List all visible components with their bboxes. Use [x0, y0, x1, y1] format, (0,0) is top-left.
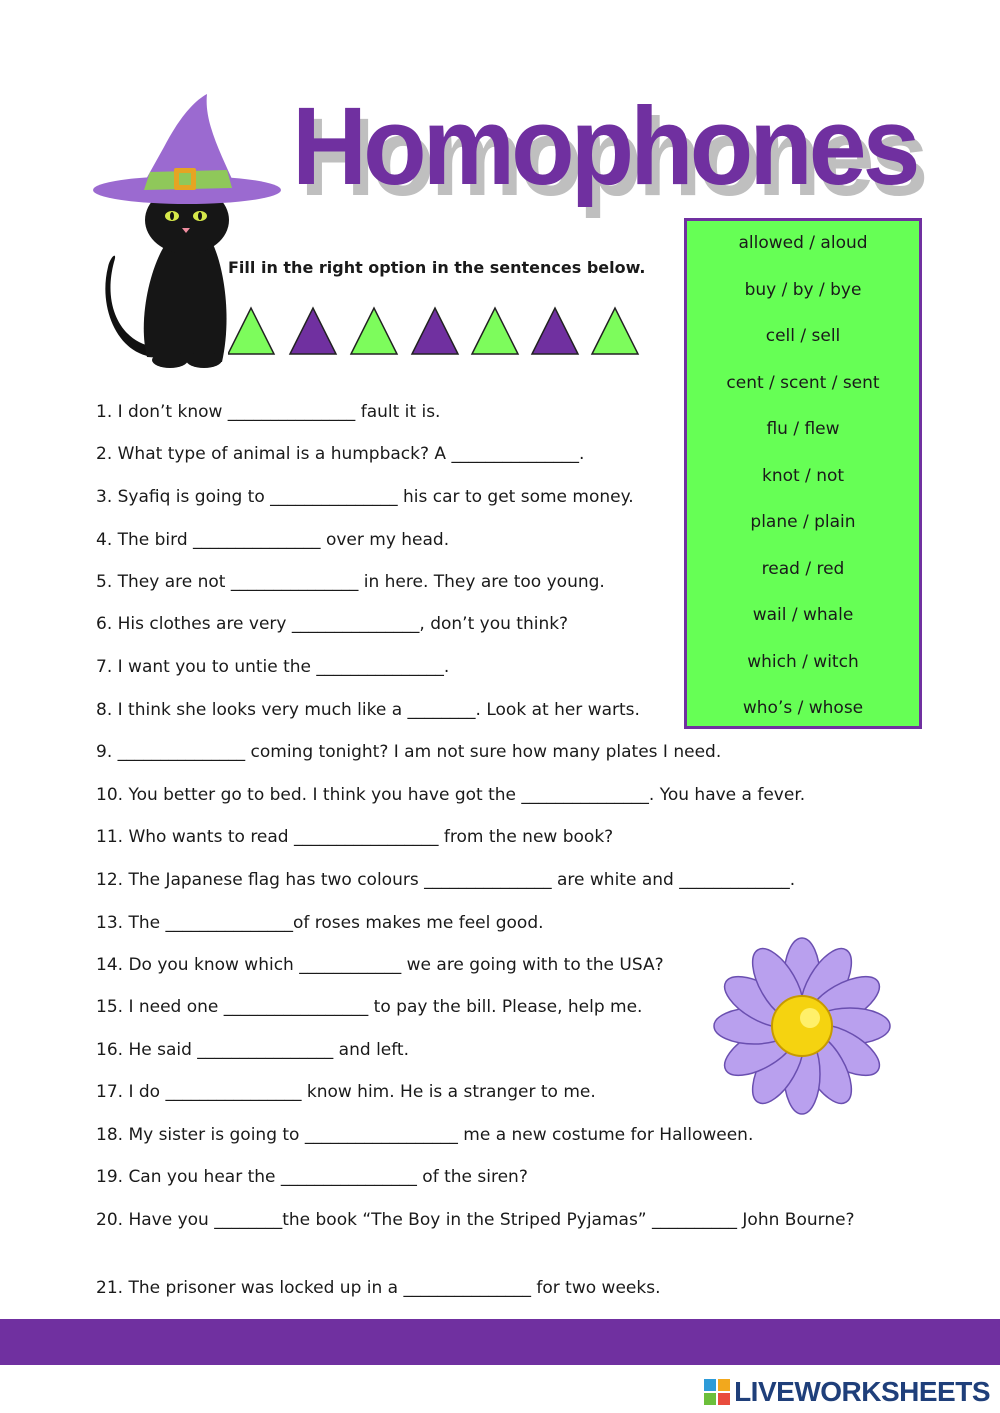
question-18: 18. My sister is going to __________________ me a new costume for Halloween. — [96, 1125, 754, 1145]
instruction-text: Fill in the right option in the sentences below. — [228, 258, 646, 277]
question-10: 10. You better go to bed. I think you have got the _______________. You have a fever. — [96, 785, 806, 805]
triangle-4 — [412, 308, 458, 354]
question-5: 5. They are not _______________ in here. They are too young. — [96, 572, 605, 592]
question-12: 12. The Japanese flag has two colours _______________ are white and _____________. — [96, 870, 796, 890]
question-3: 3. Syafiq is going to _______________ his car to get some money. — [96, 487, 634, 507]
word-option: allowed / aloud — [738, 233, 868, 253]
word-option: which / witch — [747, 651, 859, 672]
word-option: who’s / whose — [742, 698, 864, 718]
brand-text: LIVEWORKSHEETS — [734, 1376, 990, 1407]
flower-illustration — [706, 934, 898, 1120]
triangle-3 — [351, 308, 397, 354]
question-2: 2. What type of animal is a humpback? A _______________. — [96, 444, 585, 464]
word-option: cell / sell — [765, 326, 841, 346]
question-14: 14. Do you know which ____________ we are going with to the USA? — [96, 955, 664, 975]
question-9: 9. _______________ coming tonight? I am not sure how many plates I need. — [96, 742, 722, 762]
liveworksheets-logo-icon — [704, 1379, 730, 1405]
question-1: 1. I don’t know _______________ fault it is. — [96, 402, 441, 422]
word-option: wail / whale — [752, 605, 854, 625]
word-option: knot / not — [761, 465, 845, 486]
word-option: read / red — [761, 558, 845, 579]
triangle-decoration — [228, 304, 648, 358]
triangle-1 — [228, 308, 274, 354]
question-4: 4. The bird _______________ over my head. — [96, 530, 450, 550]
question-15: 15. I need one _________________ to pay the bill. Please, help me. — [96, 997, 643, 1017]
word-option: buy / by / bye — [744, 279, 862, 300]
triangle-6 — [532, 308, 578, 354]
question-20: 20. Have you ________the book “The Boy in the Striped Pyjamas” __________ John Bourne? — [96, 1210, 855, 1230]
footer-bar — [0, 1319, 1000, 1365]
question-6: 6. His clothes are very _______________, don’t you think? — [96, 614, 569, 634]
question-11: 11. Who wants to read _________________ from the new book? — [96, 827, 614, 847]
question-17: 17. I do ________________ know him. He is a stranger to me. — [96, 1082, 596, 1102]
question-13: 13. The _______________of roses makes me feel good. — [96, 913, 544, 933]
question-8: 8. I think she looks very much like a ________. Look at her warts. — [96, 700, 640, 720]
question-21: 21. The prisoner was locked up in a _______________ for two weeks. — [96, 1278, 661, 1298]
page-title: Homophones — [292, 85, 917, 209]
word-option: flu / flew — [766, 419, 840, 439]
word-option: plane / plain — [750, 512, 856, 532]
word-options-box — [684, 218, 922, 729]
triangle-5 — [472, 308, 518, 354]
question-7: 7. I want you to untie the _______________. — [96, 657, 450, 677]
triangle-7 — [592, 308, 638, 354]
question-19: 19. Can you hear the ________________ of the siren? — [96, 1167, 528, 1187]
triangle-2 — [290, 308, 336, 354]
question-16: 16. He said ________________ and left. — [96, 1040, 410, 1060]
word-option: cent / scent / sent — [726, 372, 880, 393]
liveworksheets-brand — [704, 1376, 990, 1408]
